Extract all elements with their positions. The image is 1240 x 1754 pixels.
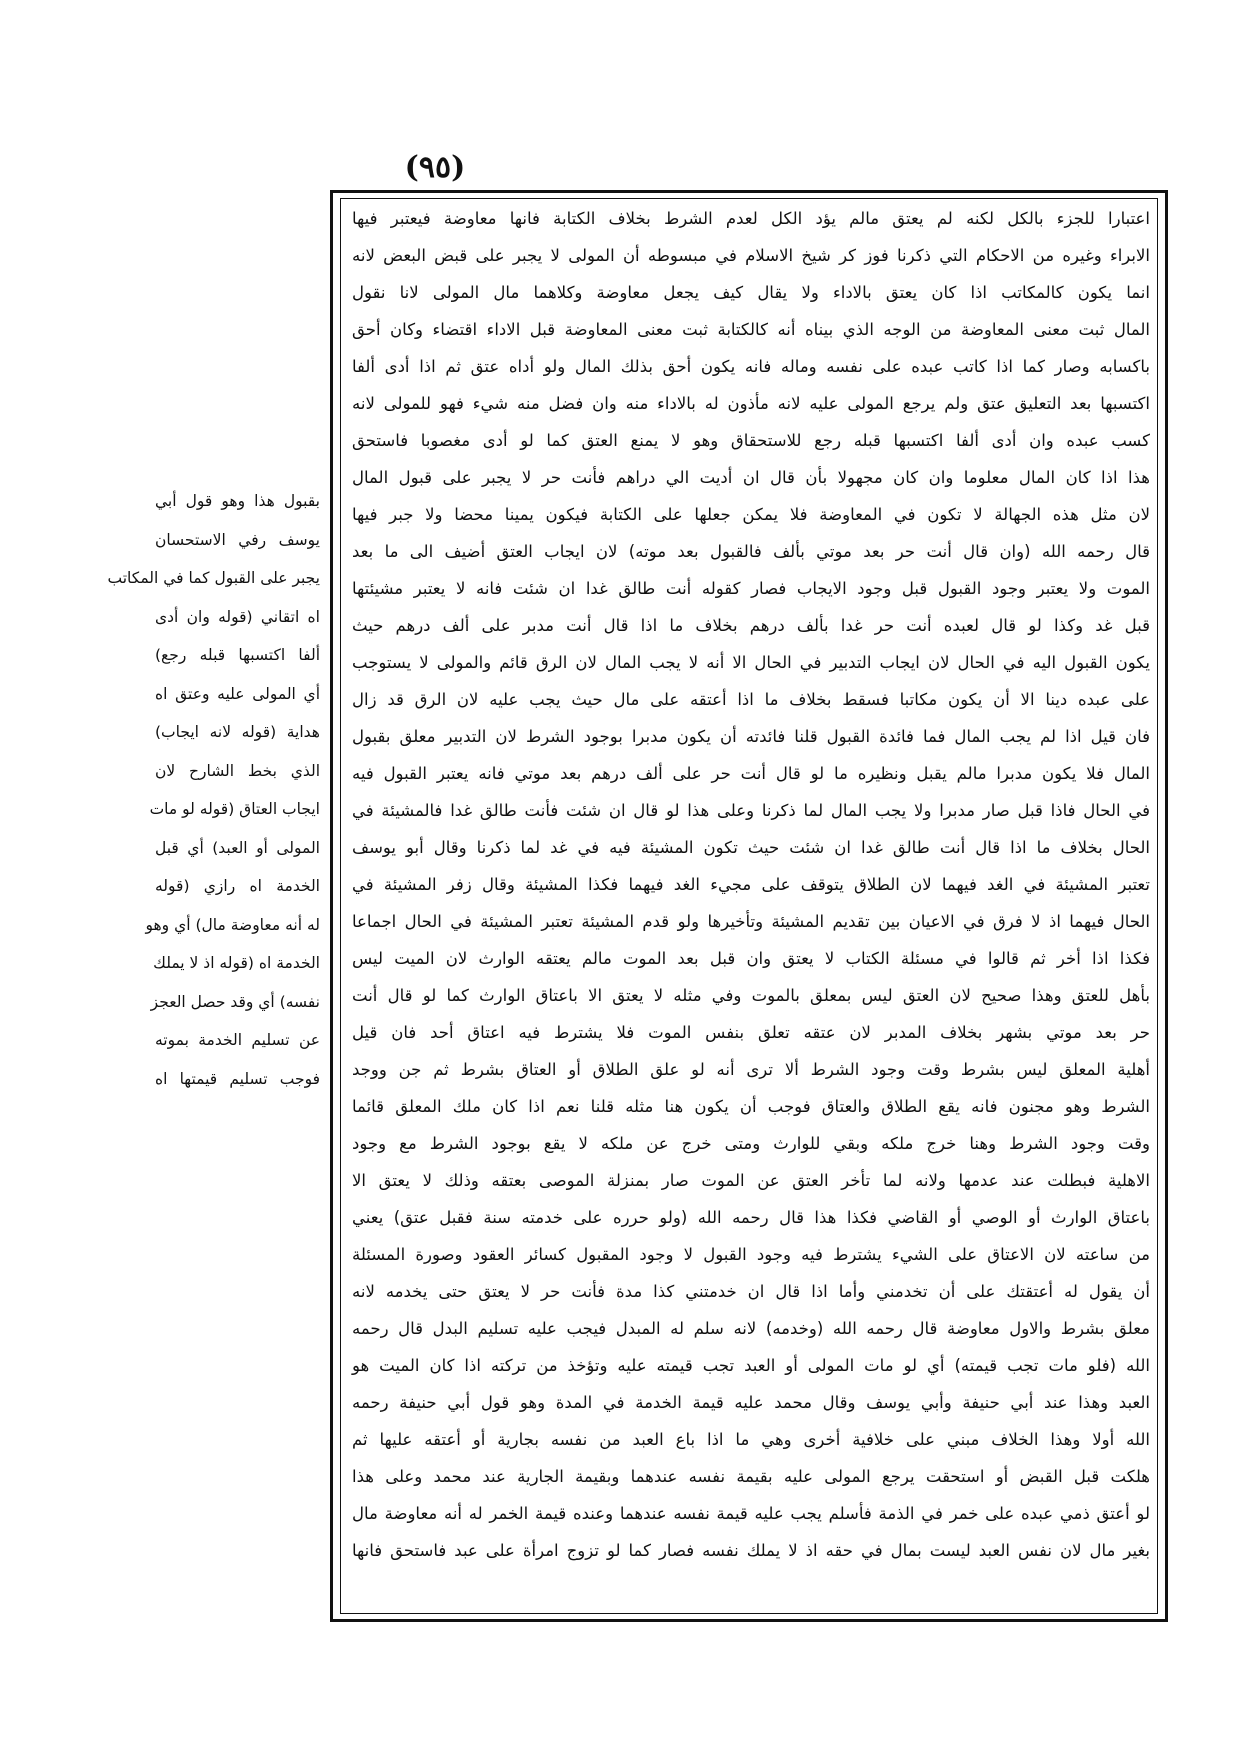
text-line: فكذا اذا أخر ثم قالوا في مسئلة الكتاب لا يعتق وان قبل بعد الموت مالم يعتقه الوارث لان الميت ليس	[352, 949, 1150, 968]
text-line: باكسابه وصار كما اذا كاتب عبده على نفسه وماله فانه يكون أحق بذلك المال ولو أداه عتق ثم اذا أدى ألفا	[352, 357, 1150, 376]
text-line: قبل غد وكذا لو قال لعبده أنت حر غدا بألف درهم بخلاف ما اذا قال أنت مدبر على ألف درهم حيث	[352, 616, 1150, 635]
text-line: المال فلا يكون مدبرا مالم يقبل ونظيره ما لو قال أنت حر على ألف درهم بعد موتي فانه يعتبر القبول فيه	[352, 764, 1150, 783]
text-line: هذا اذا كان المال معلوما وان كان مجهولا بأن قال ان أديت الي دراهم فأنت حر لا يجبر على قبول المال	[352, 468, 1150, 487]
text-line: الله (فلو مات تجب قيمته) أي لو مات المولى أو العبد تجب قيمته عليه وتؤخذ من تركته اذا كان الميت هو	[352, 1356, 1150, 1375]
margin-line: الخدمة اه رازي (قوله	[155, 877, 320, 895]
text-line: يكون القبول اليه في الحال لان ايجاب التدبير في الحال الا أنه لا يجب المال لان الرق قائم والمولى لا يستوجب	[352, 653, 1150, 672]
text-line: أن يقول له أعتقتك على أن تخدمني وأما اذا قال ان خدمتني كذا مدة فأنت حر لا يعتق حتى يخدمه لانه	[352, 1282, 1150, 1301]
margin-line: المولى أو العبد) أي قبل	[155, 838, 320, 857]
text-line: فان قيل اذا لم يجب المال فما فائدة القبول قلنا فائدته أن يكون مدبرا بوجود الشرط لان التدبير معلق بقبول	[352, 727, 1150, 746]
text-line: الله أولا وهذا الخلاف مبني على خلافية أخرى وهي ما اذا باع العبد من نفسه بجارية أو أعتقه عليها ثم	[352, 1430, 1150, 1449]
margin-line: هداية (قوله لانه ايجاب)	[155, 723, 320, 741]
text-line: الشرط وهو مجنون فانه يقع الطلاق والعتاق فوجب أن يكون هنا مثله قلنا نعم اذا كان ملك المعلق قائما	[352, 1097, 1150, 1116]
text-line: اكتسبها بعد التعليق عتق ولم يرجع المولى عليه لانه مأذون له بالاداء منه وان فضل منه شيء فهو للمولى لانه	[352, 394, 1150, 413]
text-line: الابراء وغيره من الاحكام التي ذكرنا فوز كر شيخ الاسلام في مبسوطه أن المولى لا يجبر على قبض البعض لانه	[352, 246, 1150, 265]
text-line: الحال فيهما اذ لا فرق في الاعيان بين تقديم المشيئة وتأخيرها ولو قدم المشيئة تعتبر المشيئة في الحال اجماعا	[352, 912, 1150, 931]
text-line: بغير مال لان نفس العبد ليست بمال في حقه اذ لا يملك نفسه فصار كما لو تزوج امرأة على عبد فاستحق فانها	[352, 1541, 1150, 1560]
text-line: حر بعد موتي بشهر بخلاف المدبر لان عتقه تعلق بنفس الموت فلا يشترط فيه اعتاق أحد فان قيل	[352, 1023, 1150, 1042]
main-text-body	[348, 200, 1154, 1610]
margin-line: ألفا اكتسبها قبله رجع)	[155, 646, 320, 664]
margin-gloss	[107, 482, 320, 1098]
text-line: المال ثبت معنى المعاوضة من الوجه الذي بيناه أنه كالكتابة ثبت معنى المعاوضة قبل الاداء اقتضاء وكان أحق	[352, 320, 1150, 339]
margin-line: ايجاب العتاق (قوله لو مات	[149, 800, 320, 818]
text-line: انما يكون كالمكاتب اذا كان يعتق بالاداء ولا يقال كيف يجعل معاوضة وكلاهما مال المولى لانا نقول	[352, 283, 1150, 302]
text-line: الموت ولا يعتبر وجود القبول قبل وجود الايجاب فصار كقوله أنت طالق غدا ان شئت فانه لا يعتبر مشيئتها	[352, 579, 1150, 598]
text-line: الاهلية فبطلت عند عدمها ولانه لما تأخر العتق عن الموت صار بمنزلة الموصى بعتقه وذلك لا يعتق الا	[352, 1171, 1150, 1190]
text-line: لو أعتق ذمي عبده على خمر في الذمة فأسلم يجب عليه قيمة نفسه عندهما وعنده قيمة الخمر له أنه معاوضة مال	[352, 1504, 1150, 1523]
text-line: كسب عبده وان أدى ألفا اكتسبها قبله رجع للاستحقاق وهو لا يمنع العتق كما لو أدى مغصوبا فاستحق	[352, 431, 1150, 450]
margin-line: يجبر على القبول كما في المكاتب	[107, 569, 320, 587]
margin-line: نفسه) أي وقد حصل العجز	[150, 992, 320, 1011]
text-line: اعتبارا للجزء بالكل لكنه لم يعتق مالم يؤد الكل لعدم الشرط بخلاف الكتابة فانها معاوضة فيعتبر فيها	[352, 209, 1150, 228]
text-line: تعتبر المشيئة في الغد فيهما لان الطلاق يتوقف على مجيء الغد فيهما فكذا المشيئة وقال زفر المشيئة في	[352, 875, 1150, 894]
text-line: باعتاق الوارث أو الوصي أو القاضي فكذا هذا قال رحمه الله (ولو حرره على خدمته سنة فقبل عتق) يعني	[352, 1208, 1150, 1227]
text-line: على عبده دينا الا أن يكون مكاتبا فسقط بخلاف ما اذا أعتقه على مال حيث يجب عليه لان الرق قد زال	[352, 690, 1150, 709]
text-line: لان مثل هذه الجهالة لا تكون في المعاوضة فلا يمكن جعلها على الكتابة فيكون يمينا محضا ولا جبر فيها	[352, 505, 1150, 524]
margin-line: يوسف رفي الاستحسان	[155, 530, 320, 549]
text-line: من ساعته لان الاعتاق على الشيء يشترط فيه وجود القبول لا وجود المقبول كسائر العقود وصورة المسئلة	[352, 1245, 1150, 1264]
margin-line: أي المولى عليه وعتق اه	[155, 684, 320, 703]
margin-line: الذي بخط الشارح لان	[155, 761, 320, 780]
page-number: (٩٥)	[404, 150, 466, 185]
text-line: بأهل للعتق وهذا صحيح لان العتق ليس بمعلق بالموت وفي مثله لا يعتق الا باعتاق الوارث كما لو قال أنت	[352, 986, 1150, 1005]
margin-line: بقبول هذا وهو قول أبي	[155, 492, 320, 510]
text-line: الحال بخلاف ما اذا قال أنت طالق غدا ان شئت حيث تكون المشيئة فيه في غد لما ذكرنا وقال أبو يوسف	[352, 838, 1150, 857]
text-line: معلق بشرط والاول معاوضة قال رحمه الله (وخدمه) لانه سلم له المبدل فيجب عليه تسليم البدل قال رحمه	[352, 1319, 1150, 1338]
text-line: في الحال فاذا قبل صار مدبرا ولا يجب المال لما ذكرنا وعلى هذا لو قال ان شئت فأنت طالق غدا فالمشيئة في	[352, 801, 1150, 820]
margin-line: عن تسليم الخدمة بموته	[155, 1031, 320, 1049]
margin-line: اه اتقاني (قوله وان أدى	[155, 607, 320, 626]
margin-line: فوجب تسليم قيمتها اه	[155, 1069, 320, 1088]
margin-line: الخدمة اه (قوله اذ لا يملك	[153, 954, 320, 972]
text-line: هلكت قبل القبض أو استحقت يرجع المولى عليه بقيمة نفسه عندهما وبقيمة الجارية عند محمد وعلى هذا	[352, 1467, 1150, 1486]
text-line: وقت وجود الشرط وهنا خرج ملكه وبقي للوارث ومتى خرج عن ملكه لا يقع بوجود الشرط مع وجود	[352, 1134, 1150, 1153]
margin-line: له أنه معاوضة مال) أي وهو	[145, 915, 320, 934]
text-line: أهلية المعلق ليس بشرط وقت وجود الشرط ألا ترى أنه لو علق الطلاق أو العتاق بشرط ثم جن ووجد	[352, 1060, 1150, 1079]
text-line: العبد وهذا عند أبي حنيفة وأبي يوسف وقال محمد عليه قيمة الخدمة في المدة وهو قول أبي حنيفة رحمه	[352, 1393, 1150, 1412]
text-line: قال رحمه الله (وان قال أنت حر بعد موتي بألف فالقبول بعد موته) لان ايجاب العتق أضيف الى ما بعد	[352, 542, 1150, 561]
